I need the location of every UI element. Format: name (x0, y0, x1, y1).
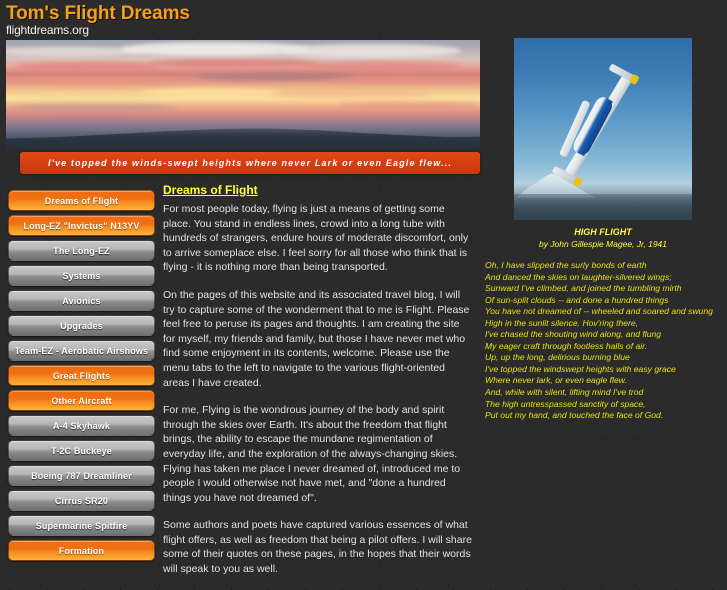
sidebar-item-label: Upgrades (60, 320, 103, 331)
sidebar-item-formation[interactable] (8, 540, 155, 561)
sidebar-item-label: Systems (62, 270, 101, 281)
poem-line: And danced the skies on laughter-silvered wings; (485, 271, 672, 282)
content-paragraph: On the pages of this website and its associated travel blog, I will try to capture some of the wonderment that to me is Flight. Please feel free to peruse its pages and thoughts. I am creating the site for myself, my friends and family, but those I have never met who find some enjoyment in its contents, welcome. Please use the menu tabs to the left to navigate to the various flight-oriented areas I have created. (163, 288, 470, 389)
banner-quote-text: I've topped the winds-swept heights where never Lark or even Eagle flew... (48, 158, 452, 168)
poem-credit: by John Gillespie Magee, Jr, 1941 (538, 239, 668, 249)
sidebar-item-label: Team-EZ - Aerobatic Airshows (14, 345, 149, 356)
poem-line: Sunward I've climbed, and joined the tumbling mirth (485, 283, 682, 294)
poem-line: You have not dreamed of -- wheeled and soared and swung (485, 306, 713, 317)
poem-line: And, while with silent, lifting mind I've trod (485, 387, 644, 398)
site-title: Tom's Flight Dreams (6, 3, 190, 24)
sidebar-item-systems[interactable] (8, 265, 155, 286)
sidebar-item-boeing-787-dreamliner[interactable] (8, 465, 155, 486)
sidebar-item-label: The Long-EZ (53, 245, 110, 256)
sidebar-item-label: Other Aircraft (51, 395, 112, 406)
sidebar-navigation (8, 190, 155, 565)
sidebar-item-label: Supermarine Spitfire (35, 520, 128, 531)
sidebar-item-team-ez-aerobatic-airshows[interactable] (8, 340, 155, 361)
sidebar-item-other-aircraft[interactable] (8, 390, 155, 411)
poem-line: I've chased the shouting wind along, and flung (485, 329, 662, 340)
site-header (0, 0, 727, 37)
sidebar-item-label: Long-EZ "Invictus" N13YV (23, 220, 140, 231)
sidebar-item-label: Boeing 787 Dreamliner (31, 470, 132, 481)
content-paragraphs (163, 202, 473, 577)
content-paragraph: For most people today, flying is just a means of getting some place. You stand in endless lines, crowd into a long tube with hundreds of strangers, endure hours of moderate discomfort, only to arrive someplace else. I feel sorry for all those who think that is flying - it is nothing more than being transported. (163, 203, 469, 274)
page-title: Dreams of Flight (163, 183, 258, 197)
sidebar-item-great-flights[interactable] (8, 365, 155, 386)
site-subtitle: flightdreams.org (6, 23, 89, 37)
sidebar-item-label: A-4 Skyhawk (52, 420, 111, 431)
sidebar-item-label: T-2C Buckeye (51, 445, 112, 456)
sidebar-item-label: Cirrus SR20 (54, 495, 109, 506)
sidebar-item-label: Formation (58, 545, 105, 556)
sidebar-item-long-ez-invictus-n13yv[interactable] (8, 215, 155, 236)
poem-line: Oh, I have slipped the surly bonds of earth (485, 260, 647, 270)
sidebar-item-t-2c-buckeye[interactable] (8, 440, 155, 461)
poem-body (484, 260, 722, 422)
sunset-banner-photo (6, 40, 480, 150)
long-ez-aircraft-photo (514, 38, 692, 220)
horizon-ridge (6, 120, 480, 150)
main-content (163, 183, 473, 590)
poem-line: My eager craft through footless halls of air. (485, 340, 648, 351)
content-paragraph: For me, Flying is the wondrous journey of the body and spirit through the skies over Earth. It's about the freedom that flight brings, the ability to escape the mundane regimentation of everyday life, and the exploration of the always-changing skies. Flying has taken me place I never dreamed of, introduced me to people I would otherwise not have met, and "done a hundred things you have not dreamed of". (163, 404, 461, 504)
poem-line: Of sun-split clouds -- and done a hundred things (485, 294, 669, 305)
sidebar-item-upgrades[interactable] (8, 315, 155, 336)
banner-quote-bar (20, 152, 480, 174)
sidebar-item-cirrus-sr20[interactable] (8, 490, 155, 511)
sidebar-item-the-long-ez[interactable] (8, 240, 155, 261)
poem-line: I've topped the windswept heights with easy grace (485, 363, 676, 374)
poem-line: Up, up the long, delirious burning blue (485, 352, 630, 363)
sidebar-item-supermarine-spitfire[interactable] (8, 515, 155, 536)
poem-line: Where never lark, or even eagle flew. (485, 375, 627, 386)
sidebar-item-label: Dreams of Flight (44, 195, 119, 206)
poem-title: HIGH FLIGHT (574, 227, 632, 237)
sidebar-item-label: Great Flights (52, 370, 111, 381)
sidebar-item-a-4-skyhawk[interactable] (8, 415, 155, 436)
sidebar-item-avionics[interactable] (8, 290, 155, 311)
content-paragraph: Some authors and poets have captured various essences of what flight offers, as well as freedom that being a pilot offers. I will share some of their quotes on these pages, in the hopes that their words will speak to you as well. (163, 519, 472, 576)
poem-line: Put out my hand, and touched the face of God. (485, 410, 664, 421)
poem-line: The high untresspassed sanctity of space, (485, 398, 646, 409)
sidebar-item-dreams-of-flight[interactable] (8, 190, 155, 211)
right-column (484, 38, 722, 422)
poem-line: High in the sunlit silence. Hov'ring there, (485, 317, 639, 328)
sidebar-item-label: Avionics (62, 295, 101, 306)
